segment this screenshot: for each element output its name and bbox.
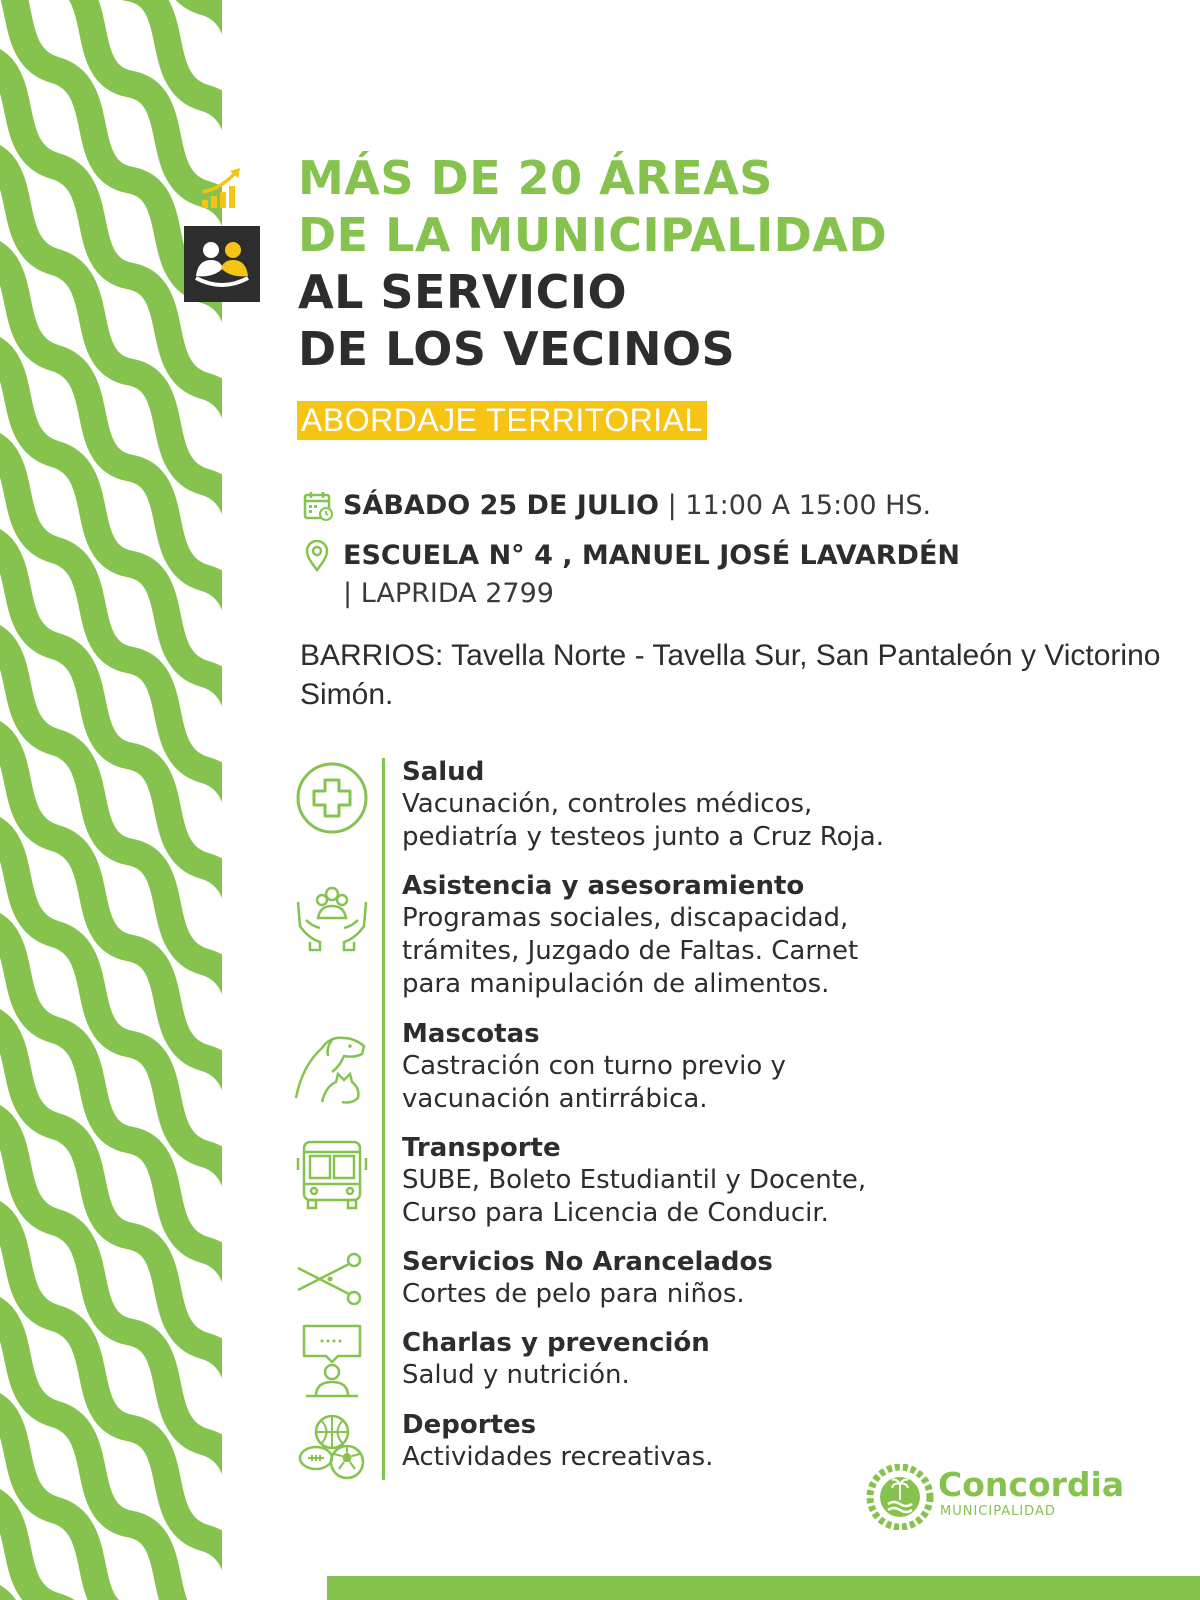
service-description: Actividades recreativas. <box>402 1442 714 1472</box>
speaker-talk-icon <box>292 1320 372 1400</box>
bus-icon <box>292 1136 372 1216</box>
service-title: Asistencia y asesoramiento <box>402 871 805 901</box>
event-time: 11:00 A 15:00 HS. <box>685 490 932 521</box>
service-title: Servicios No Arancelados <box>402 1247 773 1277</box>
event-place: ESCUELA N° 4 , MANUEL JOSÉ LAVARDÉN <box>343 540 961 571</box>
service-title: Salud <box>402 757 485 787</box>
service-description: Salud y nutrición. <box>402 1360 630 1390</box>
service-asistencia <box>402 870 1162 1001</box>
service-description: Programas sociales, discapacidad, trámites, Juzgado de Faltas. Carnet para manipulación de alimentos. <box>402 903 859 999</box>
service-mascotas <box>402 1018 1162 1116</box>
title-line-2: DE LA MUNICIPALIDAD <box>298 208 888 262</box>
event-address-line <box>343 577 554 611</box>
service-description: Cortes de pelo para niños. <box>402 1279 745 1309</box>
services-divider <box>382 758 385 1480</box>
dog-cat-icon <box>292 1026 372 1106</box>
service-description: SUBE, Boleto Estudiantil y Docente, Curso para Licencia de Conducir. <box>402 1165 867 1228</box>
event-address: LAPRIDA 2799 <box>360 578 554 609</box>
concordia-logo <box>866 1462 1125 1532</box>
event-place-line <box>343 539 960 573</box>
barrios-text: BARRIOS: Tavella Norte - Tavella Sur, San Pantaleón y Victorino Simón. <box>300 639 1161 711</box>
concordia-emblem-icon <box>866 1464 934 1530</box>
title-line-1: MÁS DE 20 ÁREAS <box>298 151 773 205</box>
service-description: Vacunación, controles médicos, pediatría y testeos junto a Cruz Roja. <box>402 789 884 852</box>
event-date: SÁBADO 25 DE JULIO <box>343 490 659 521</box>
highlight-label: ABORDAJE TERRITORIAL <box>297 401 707 440</box>
logo-name: Concordia <box>938 1465 1125 1504</box>
address-separator: | <box>343 578 353 609</box>
service-transporte <box>402 1132 1162 1230</box>
event-date-line <box>343 489 931 523</box>
service-title: Deportes <box>402 1410 537 1440</box>
community-people-icon <box>184 226 260 302</box>
bottom-bar <box>327 1576 1200 1600</box>
title-line-3: AL SERVICIO <box>298 265 628 319</box>
calendar-icon <box>302 490 334 522</box>
growth-chart-icon <box>200 166 246 210</box>
sports-balls-icon <box>292 1408 372 1488</box>
scissors-icon <box>292 1246 372 1326</box>
service-description: Castración con turno previo y vacunación antirrábica. <box>402 1051 786 1114</box>
location-pin-icon <box>304 540 330 572</box>
title-line-4: DE LOS VECINOS <box>298 322 736 376</box>
service-title: Mascotas <box>402 1019 540 1049</box>
page-title <box>298 150 887 378</box>
service-charlas <box>402 1327 1162 1392</box>
service-no-arancelados <box>402 1246 1162 1311</box>
medical-cross-icon <box>292 758 372 838</box>
date-separator: | <box>667 490 677 521</box>
hands-people-icon <box>292 880 372 960</box>
service-salud <box>402 756 1162 854</box>
service-title: Charlas y prevención <box>402 1328 710 1358</box>
logo-subtitle: MUNICIPALIDAD <box>940 1504 1056 1519</box>
service-title: Transporte <box>402 1133 561 1163</box>
